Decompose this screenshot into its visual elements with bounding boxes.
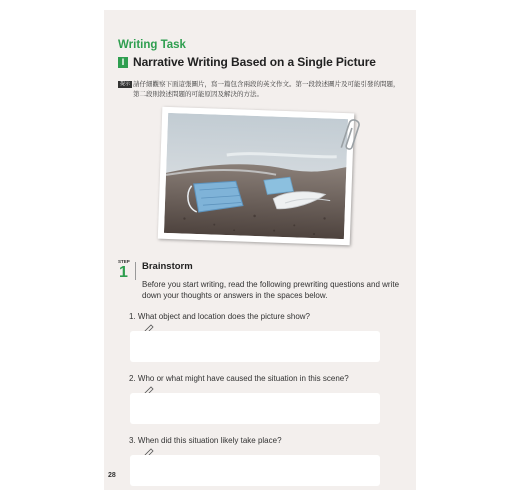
photo-frame: [158, 107, 354, 246]
question-3: 3. When did this situation likely take place?: [129, 436, 282, 445]
question-2: 2. Who or what might have caused the situation in this scene?: [129, 374, 349, 383]
hint-text: 請仔細觀察下面這張圖片，寫一篇包含兩段的英文作文。第一段敘述圖片及可能引發的問題，第二段則敘述問題的可能原因及解決的方法。: [133, 80, 400, 98]
face-mask-photo: [164, 113, 348, 239]
section-title: Narrative Writing Based on a Single Picture: [133, 55, 376, 69]
step-label: STEP: [118, 259, 130, 264]
writing-task-heading: Writing Task: [118, 39, 186, 51]
step-number: 1: [119, 264, 128, 281]
hint-label: 提示: [120, 81, 131, 87]
answer-box-1[interactable]: [130, 331, 380, 362]
question-1: 1. What object and location does the picture show?: [129, 312, 310, 321]
step-intro: Before you start writing, read the following prewriting questions and write down your thoughts or answers in the spaces below.: [142, 280, 400, 300]
section-number-badge: I: [118, 57, 128, 68]
answer-box-3[interactable]: [130, 455, 380, 486]
textbook-page: [104, 10, 416, 490]
answer-box-2[interactable]: [130, 393, 380, 424]
paperclip-icon: [340, 114, 362, 154]
page-number: 28: [108, 472, 116, 479]
step-divider: [135, 262, 136, 280]
step-title: Brainstorm: [142, 261, 193, 272]
